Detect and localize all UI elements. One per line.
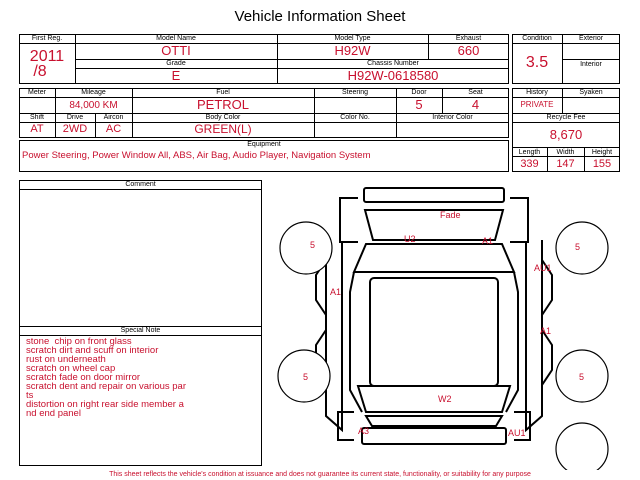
history-label: History (526, 89, 548, 96)
special-note-line: scratch dent and repair on various par (26, 381, 187, 392)
footer-disclaimer: This sheet reflects the vehicle's condition at issuance and does not guarantee its current state, functionality, or suitability for any purpose (109, 471, 531, 478)
damage-rear-left-tire: 5 (303, 372, 309, 382)
model-type-value: H92W (334, 43, 371, 58)
exhaust-label: Exhaust (455, 35, 482, 42)
meter-label: Meter (28, 89, 46, 96)
damage-left-side-a1: A1 (330, 287, 342, 297)
special-note-line: scratch fade on door mirror (26, 372, 141, 383)
recycle-fee-value: 8,670 (549, 127, 583, 142)
aircon-value: AC (105, 123, 122, 135)
model-name-value: OTTI (161, 43, 191, 58)
damage-rear-left-a3: A3 (358, 426, 370, 436)
front-right-tire (556, 222, 608, 274)
special-note-line: rust on underneath (26, 354, 106, 365)
door-label: Door (411, 89, 427, 96)
first-reg-label: First Reg. (31, 35, 63, 42)
grade-label: Grade (166, 60, 186, 67)
drive-value: 2WD (62, 123, 88, 135)
damage-right-side-a1: A1 (540, 326, 552, 336)
exterior-label: Exterior (578, 35, 604, 42)
special-note-line: ts (26, 390, 34, 401)
grade-value: E (171, 68, 181, 83)
damage-front-fade: Fade (440, 210, 461, 220)
damage-rear-w2: W2 (438, 394, 452, 404)
chassis-number-value: H92W-0618580 (347, 68, 439, 83)
length-value: 339 (520, 158, 539, 170)
equipment-label: Equipment (247, 141, 281, 148)
drive-label: Drive (66, 114, 84, 121)
comment-label: Comment (125, 181, 156, 188)
page-title: Vehicle Information Sheet (234, 8, 406, 25)
damage-front-left-tire: 5 (310, 240, 316, 250)
shift-label: Shift (29, 114, 44, 121)
special-note-line: scratch dirt and scuff on interior (26, 345, 159, 356)
body-color-value: GREEN(L) (194, 122, 252, 136)
fuel-label: Fuel (216, 89, 230, 96)
aircon-label: Aircon (103, 114, 124, 121)
history-value: PRIVATE (520, 100, 554, 109)
recycle-fee-label: Recycle Fee (546, 114, 586, 121)
special-note-line: stone chip on front glass (26, 336, 132, 347)
width-label: Width (556, 149, 575, 156)
length-label: Length (518, 149, 541, 156)
height-label: Height (591, 149, 613, 156)
damage-rear-right-au1: AU1 (508, 428, 526, 438)
interior-color-label: Interior Color (432, 114, 473, 121)
condition-label: Condition (522, 35, 552, 42)
door-value: 5 (415, 97, 423, 112)
chassis-number-label: Chassis Number (367, 60, 419, 67)
condition-value: 3.5 (525, 54, 549, 71)
model-type-label: Model Type (334, 35, 371, 42)
model-name-label: Model Name (156, 35, 196, 42)
front-left-tire (280, 222, 332, 274)
tires (278, 222, 608, 470)
mileage-label: Mileage (81, 89, 106, 96)
damage-right-front-au1: AU1 (534, 263, 552, 273)
color-no-label: Color No. (340, 114, 370, 121)
syaken-label: Syaken (579, 89, 603, 96)
car-damage-diagram (270, 180, 620, 470)
special-note-line: nd end panel (26, 408, 81, 419)
damage-rear-right-tire: 5 (579, 372, 585, 382)
seat-value: 4 (471, 97, 480, 112)
first-reg-year: 2011 (29, 48, 65, 65)
damage-front-right-tire: 5 (575, 242, 581, 252)
damage-windshield-u2: U2 (404, 234, 416, 244)
fuel-value: PETROL (196, 97, 249, 112)
spare-tire (556, 423, 608, 470)
mileage-value: 84,000 KM (69, 100, 118, 111)
damage-windshield-a1: A1 (482, 236, 494, 246)
body-color-label: Body Color (205, 114, 241, 121)
car-outline (316, 188, 552, 444)
special-note-label: Special Note (120, 327, 161, 334)
equipment-value: Power Steering, Power Window All, ABS, Air Bag, Audio Player, Navigation System (22, 150, 371, 161)
shift-value: AT (30, 123, 44, 135)
special-note-line: scratch on wheel cap (26, 363, 116, 374)
exhaust-value: 660 (457, 43, 480, 58)
comment-box (19, 180, 262, 327)
height-value: 155 (592, 158, 612, 170)
steering-label: Steering (341, 89, 369, 96)
first-reg-month: /8 (33, 63, 47, 80)
interior-label: Interior (580, 61, 602, 68)
seat-label: Seat (468, 89, 483, 96)
special-note-line: distortion on right rear side member a (26, 399, 184, 410)
width-value: 147 (556, 158, 575, 170)
